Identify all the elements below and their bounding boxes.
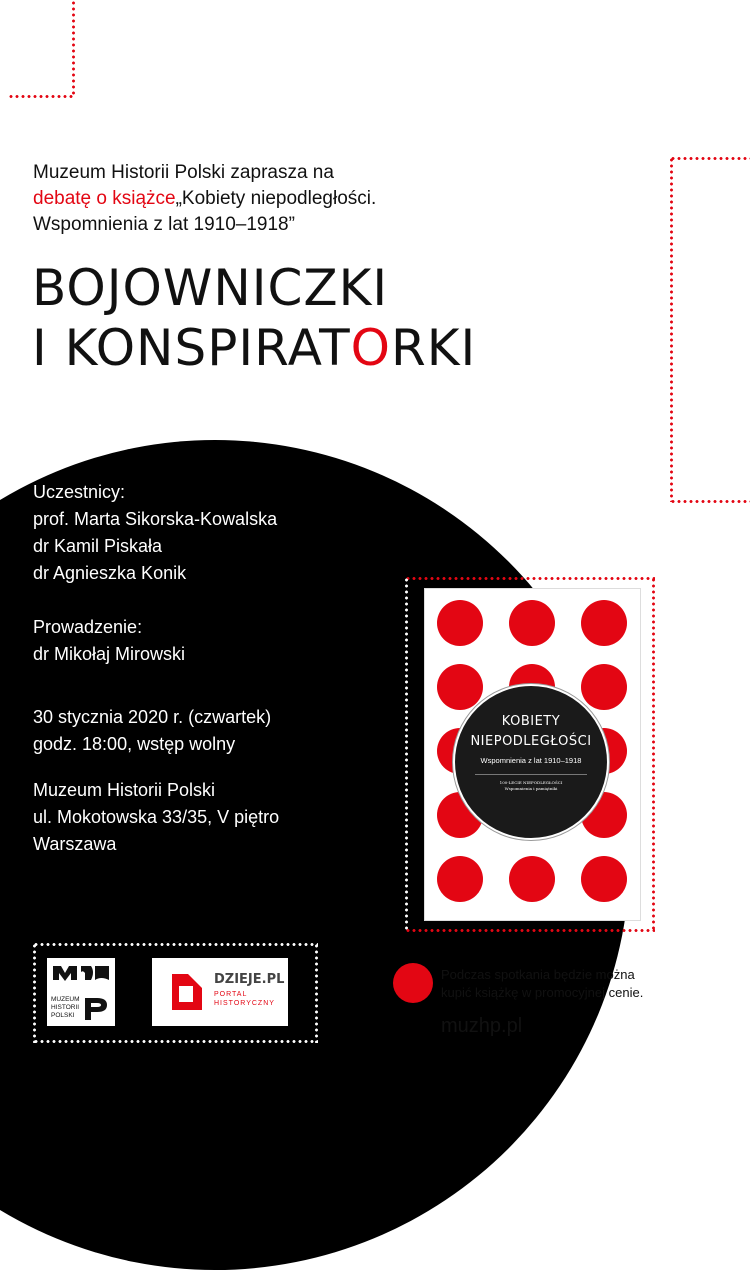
- book-cover: [425, 589, 640, 920]
- event-time: godz. 18:00, wstęp wolny: [33, 734, 236, 754]
- cover-red-circle: [509, 600, 555, 646]
- mhp-logo-text-1: MUZEUM: [51, 996, 80, 1003]
- invitation-text: [33, 160, 376, 238]
- host-heading: Prowadzenie:: [33, 617, 143, 637]
- event-title: [32, 258, 476, 378]
- dzieje-logo-mark-icon: [166, 972, 206, 1012]
- dotted-frame-logos-right: [315, 943, 318, 1043]
- invite-book-title-start: „Kobiety niepodległości.: [175, 188, 377, 209]
- participant-2: dr Kamil Piskała: [33, 536, 163, 556]
- dzieje-logo-sub-2: HISTORYCZNY: [214, 1000, 275, 1007]
- website-link[interactable]: muzhp.pl: [441, 1015, 523, 1037]
- dotted-frame-logos-top: [33, 943, 318, 946]
- dzieje-logo-sub-1: PORTAL: [214, 991, 248, 998]
- dotted-line-top-left-vertical: [72, 0, 75, 97]
- invite-debate-highlight: debatę o książce: [33, 188, 176, 209]
- dotted-frame-logos-bottom: [33, 1040, 318, 1043]
- cover-subtitle: Wspomnienia z lat 1910–1918: [480, 756, 582, 765]
- cover-title-line-2: NIEPODLEGŁOŚCI: [470, 734, 592, 749]
- cover-red-circle: [581, 600, 627, 646]
- venue-name: Muzeum Historii Polski: [33, 780, 216, 800]
- dzieje-pl-logo: [152, 958, 288, 1026]
- dzieje-logo-name: DZIEJE.PL: [214, 972, 285, 987]
- dotted-frame-book-left: [405, 577, 408, 932]
- cover-red-circle: [437, 664, 483, 710]
- invite-line-1: Muzeum Historii Polski zaprasza na: [33, 162, 334, 183]
- participants-block: [33, 479, 277, 587]
- title-line-2-part-b: RKI: [391, 319, 477, 377]
- cover-title-circle: [453, 684, 609, 840]
- host-block: [33, 614, 185, 668]
- invite-line-2: [33, 186, 376, 212]
- title-highlight-letter: O: [350, 319, 392, 377]
- dotted-frame-book-right: [652, 577, 655, 932]
- participants-heading: Uczestnicy:: [33, 482, 126, 502]
- cover-divider: [475, 774, 587, 775]
- muzeum-historii-polski-logo: [47, 958, 115, 1026]
- cover-red-circle: [437, 600, 483, 646]
- cover-series: 100-LECIE NIEPODLEGŁOŚCI: [499, 780, 563, 785]
- cover-red-circle: [581, 856, 627, 902]
- venue-address: ul. Mokotowska 33/35, V piętro: [33, 807, 280, 827]
- venue-block: [33, 777, 279, 858]
- mhp-logo-text-2: HISTORII: [51, 1004, 80, 1011]
- participant-3: dr Agnieszka Konik: [33, 563, 187, 583]
- mhp-logo-text-3: POLSKI: [51, 1012, 75, 1019]
- red-dot-decoration: [393, 963, 433, 1003]
- dotted-frame-book-top: [405, 577, 655, 580]
- cover-red-circle: [437, 856, 483, 902]
- dotted-frame-book-bottom: [405, 929, 655, 932]
- cover-series-sub: Wspomnienia i pamiętniki: [504, 786, 558, 791]
- venue-city: Warszawa: [33, 834, 117, 854]
- dotted-frame-right-top: [670, 157, 750, 160]
- participant-1: prof. Marta Sikorska-Kowalska: [33, 509, 278, 529]
- purchase-note-line-1: Podczas spotkania będzie można: [441, 967, 635, 982]
- cover-red-circle: [581, 664, 627, 710]
- dotted-line-top-left-horizontal: [8, 95, 75, 98]
- date-block: [33, 704, 271, 758]
- title-line-2-part-a: I KONSPIRAT: [32, 319, 351, 377]
- dotted-frame-right-left: [670, 157, 673, 502]
- host-name: dr Mikołaj Mirowski: [33, 644, 186, 664]
- cover-red-circle: [509, 856, 555, 902]
- title-line-1: BOJOWNICZKI: [32, 259, 389, 317]
- cover-title-line-1: KOBIETY: [501, 714, 561, 729]
- dotted-frame-right-bottom: [670, 500, 750, 503]
- purchase-note-line-2: kupić książkę w promocyjnej cenie.: [441, 985, 644, 1000]
- title-line-2: [32, 318, 476, 378]
- event-date: 30 stycznia 2020 r. (czwartek): [33, 707, 272, 727]
- purchase-note: [441, 966, 643, 1002]
- invite-line-3: Wspomnienia z lat 1910–1918”: [33, 214, 295, 235]
- dotted-frame-logos-left: [33, 943, 36, 1043]
